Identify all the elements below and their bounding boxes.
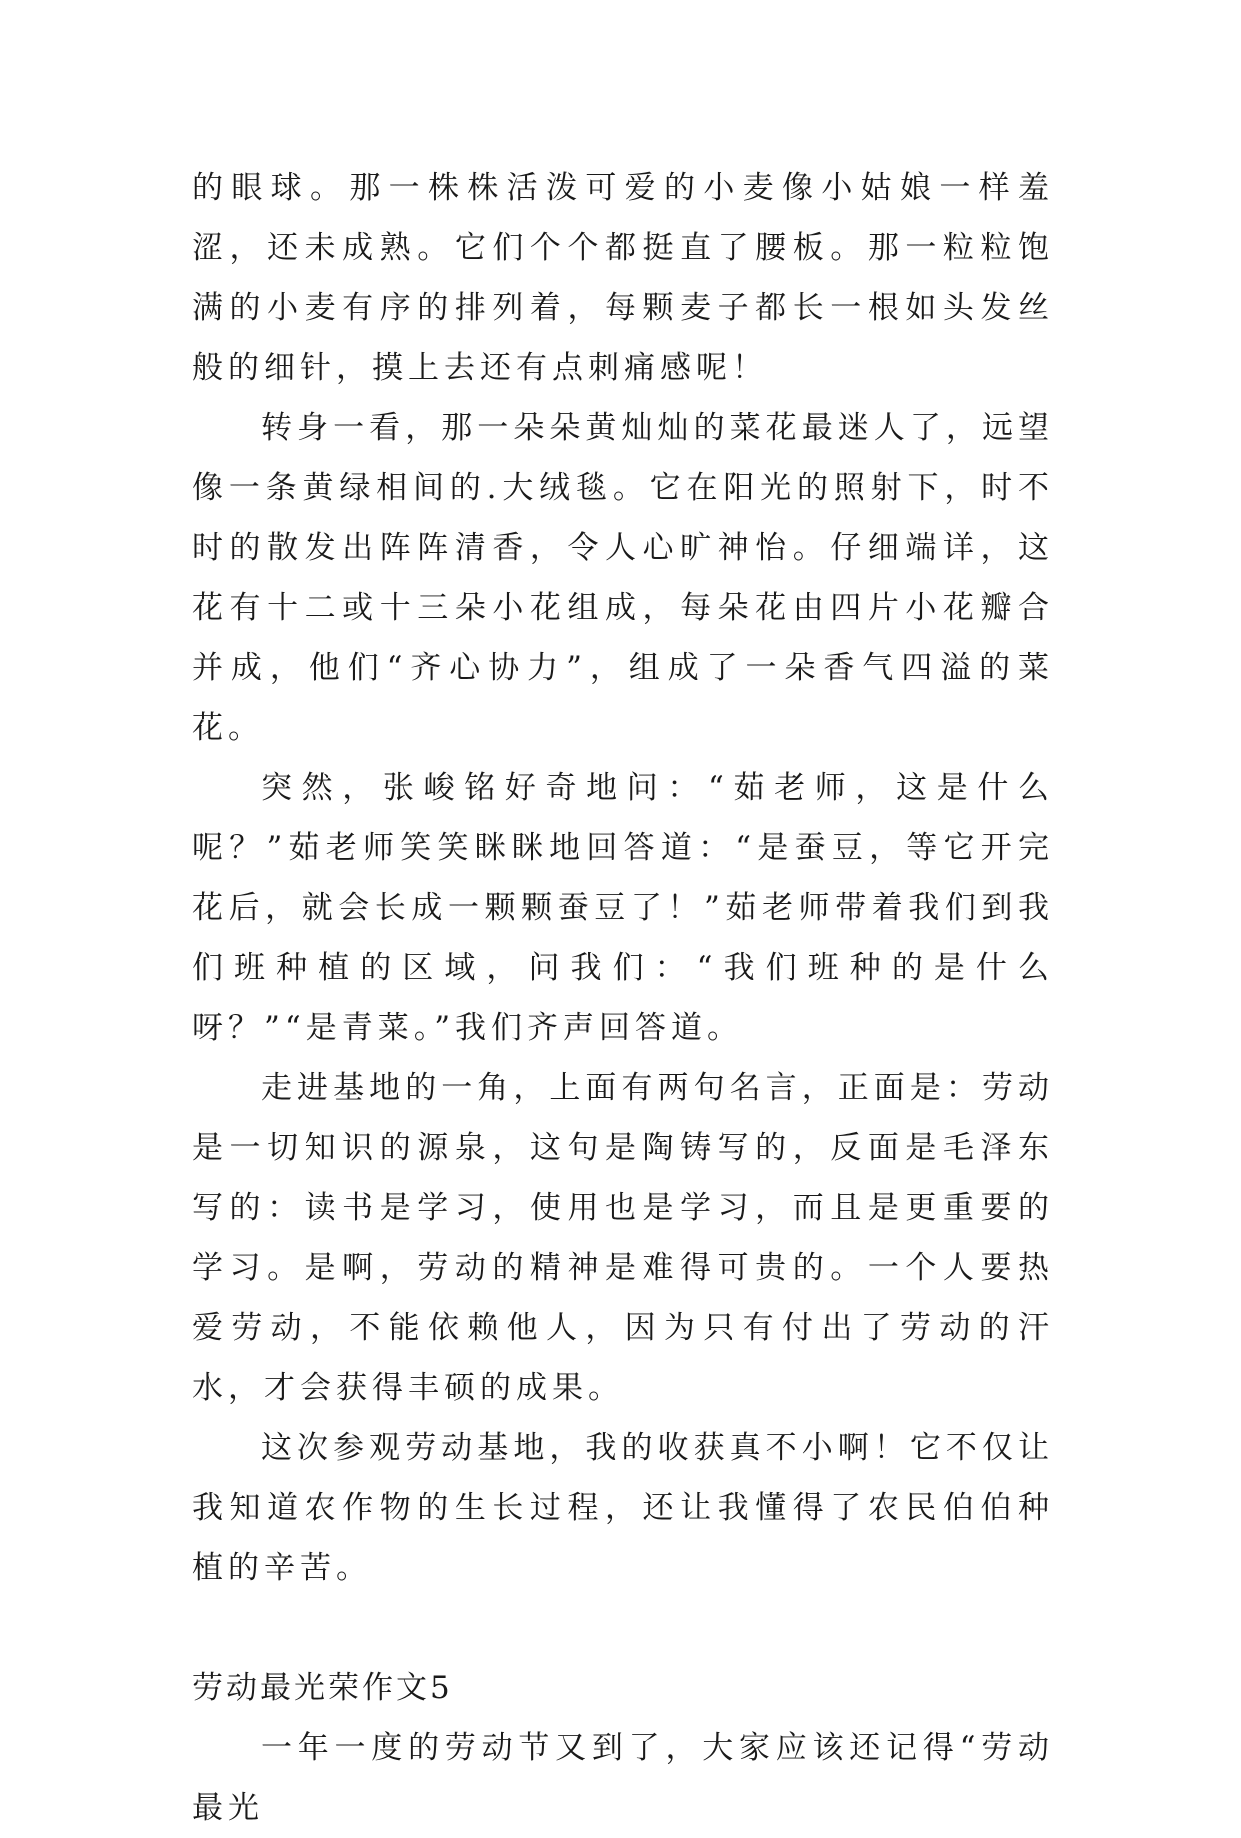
paragraph-conclusion: 这次参观劳动基地，我的收获真不小啊！它不仅让我知道农作物的生长过程，还让我懂得了农民伯伯种植的辛苦。: [192, 1430, 1054, 1586]
paragraph-rapeseed-flowers: 转身一看，那一朵朵黄灿灿的菜花最迷人了，远望像一条黄绿相间的.大绒毯。它在阳光的照射下，时不时的散发出阵阵清香，令人心旷神怡。仔细端详，这花有十二或十三朵小花组成，每朵花由四片小花瓣合并成，他们“齐心协力”，组成了一朵香气四溢的菜花。: [192, 410, 1054, 746]
paragraph-continuation: 的眼球。那一株株活泼可爱的小麦像小姑娘一样羞涩，还未成熟。它们个个都挺直了腰板。那一粒粒饱满的小麦有序的排列着，每颗麦子都长一根如头发丝般的细针，摸上去还有点刺痛感呢！: [192, 170, 1054, 386]
document-body: [192, 158, 1054, 1838]
paragraph-broad-beans: 突然，张峻铭好奇地问：“茹老师，这是什么呢？”茹老师笑笑眯眯地回答道：“是蚕豆，等它开完花后，就会长成一颗颗蚕豆了！”茹老师带着我们到我们班种植的区域，问我们：“我们班种的是什么呀？”“是青菜。”我们齐声回答道。: [192, 770, 1054, 1046]
section-title: 劳动最光荣作文5: [192, 1670, 453, 1706]
paragraph-quotes: 走进基地的一角，上面有两句名言，正面是：劳动是一切知识的源泉，这句是陶铸写的，反面是毛泽东写的：读书是学习，使用也是学习，而且是更重要的学习。是啊，劳动的精神是难得可贵的。一个人要热爱劳动，不能依赖他人，因为只有付出了劳动的汗水，才会获得丰硕的成果。: [192, 1070, 1054, 1406]
paragraph-section-start: 一年一度的劳动节又到了，大家应该还记得“劳动最光: [192, 1730, 1054, 1826]
